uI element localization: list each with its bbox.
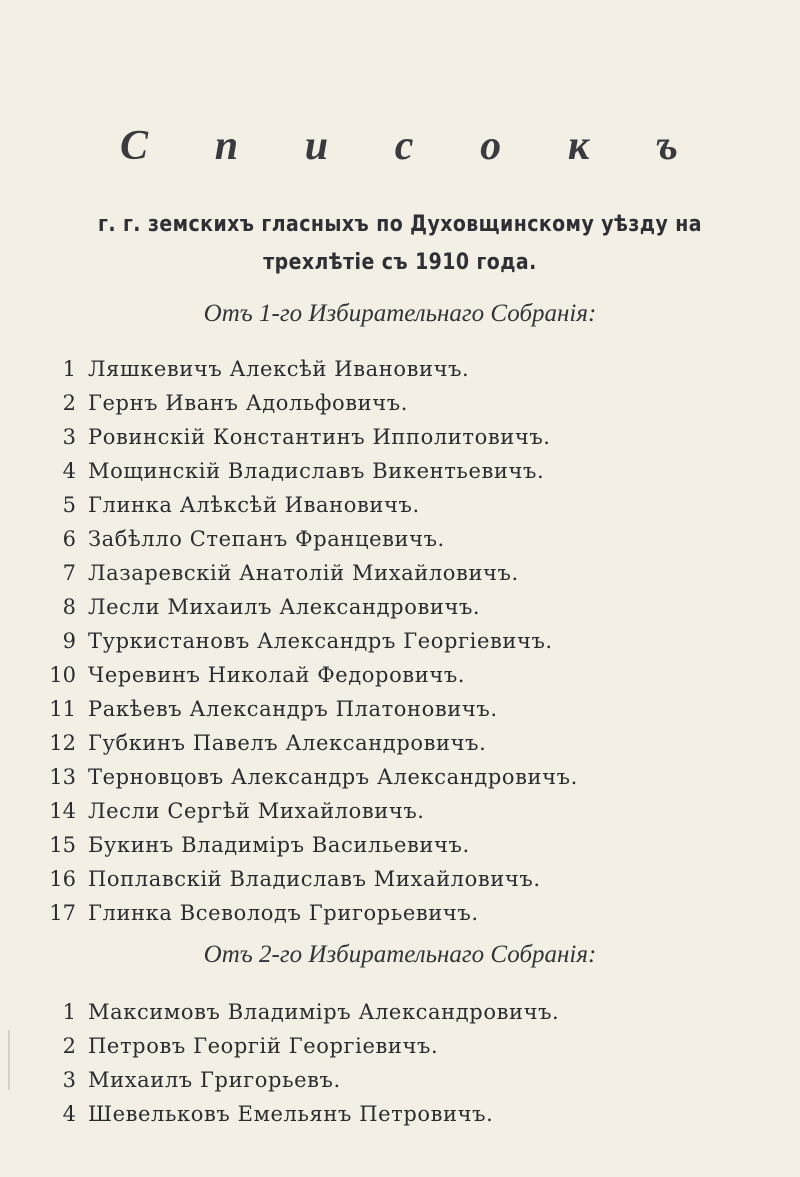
item-number: 14 xyxy=(49,799,76,823)
section-1-heading: Отъ 1-го Избирательнаго Собранія: xyxy=(203,300,597,327)
item-number: 17 xyxy=(49,901,76,925)
item-number: 1 xyxy=(62,1000,76,1024)
item-name: Букинъ Владиміръ Васильевичъ. xyxy=(88,833,470,857)
item-number: 4 xyxy=(62,459,76,483)
list-item xyxy=(0,1097,800,1131)
list-item xyxy=(0,692,800,726)
item-name: Ровинскій Константинъ Ипполитовичъ. xyxy=(88,425,551,449)
item-number: 9 xyxy=(62,629,76,653)
list-item xyxy=(0,896,800,930)
item-number: 2 xyxy=(62,391,76,415)
page-title xyxy=(120,122,680,170)
title-letter: к xyxy=(567,123,592,169)
item-name: Лазаревскій Анатолій Михайловичъ. xyxy=(88,561,519,585)
title-letter: о xyxy=(480,123,504,169)
item-name: Черевинъ Николай Федоровичъ. xyxy=(88,663,466,687)
list-item xyxy=(0,1063,800,1097)
list-item xyxy=(0,488,800,522)
item-number: 10 xyxy=(49,663,76,687)
list-item xyxy=(0,828,800,862)
item-number: 16 xyxy=(49,867,76,891)
item-number: 15 xyxy=(49,833,76,857)
list-item xyxy=(0,522,800,556)
item-number: 12 xyxy=(49,731,76,755)
item-number: 8 xyxy=(62,595,76,619)
title-letter: с xyxy=(394,123,416,169)
item-name: Туркистановъ Александръ Георгіевичъ. xyxy=(88,629,553,653)
list-item xyxy=(0,386,800,420)
subtitle-line-1: г. г. земскихъ гласныхъ по Духовщинскому уѣзду на xyxy=(98,212,702,237)
item-number: 4 xyxy=(62,1102,76,1126)
item-name: Ляшкевичъ Алексѣй Ивановичъ. xyxy=(88,357,470,381)
list-item xyxy=(0,556,800,590)
list-item xyxy=(0,1029,800,1063)
title-letter: п xyxy=(214,123,241,169)
item-name: Михаилъ Григорьевъ. xyxy=(88,1068,341,1092)
list-item xyxy=(0,995,800,1029)
item-name: Забѣлло Степанъ Францевичъ. xyxy=(88,527,445,551)
item-number: 3 xyxy=(62,425,76,449)
item-name: Губкинъ Павелъ Александровичъ. xyxy=(88,731,487,755)
item-name: Терновцовъ Александръ Александровичъ. xyxy=(88,765,578,789)
item-name: Лесли Михаилъ Александровичъ. xyxy=(88,595,481,619)
item-number: 2 xyxy=(62,1034,76,1058)
list-item xyxy=(0,590,800,624)
item-name: Ракѣевъ Александръ Платоновичъ. xyxy=(88,697,498,721)
list-item xyxy=(0,454,800,488)
item-number: 1 xyxy=(62,357,76,381)
list-item xyxy=(0,726,800,760)
list-item xyxy=(0,624,800,658)
list-item xyxy=(0,794,800,828)
title-letter: С xyxy=(120,123,151,169)
list-item xyxy=(0,658,800,692)
list-item xyxy=(0,760,800,794)
item-number: 7 xyxy=(62,561,76,585)
item-name: Шевельковъ Емельянъ Петровичъ. xyxy=(88,1102,494,1126)
title-letter: ъ xyxy=(655,123,680,169)
list-item xyxy=(0,862,800,896)
item-number: 5 xyxy=(62,493,76,517)
item-name: Максимовъ Владиміръ Александровичъ. xyxy=(88,1000,560,1024)
item-number: 3 xyxy=(62,1068,76,1092)
item-name: Гернъ Иванъ Адольфовичъ. xyxy=(88,391,408,415)
item-number: 11 xyxy=(49,697,76,721)
subtitle-line-2: трехлѣтіе съ 1910 года. xyxy=(263,250,537,275)
item-name: Глинка Всеволодъ Григорьевичъ. xyxy=(88,901,479,925)
item-name: Петровъ Георгій Георгіевичъ. xyxy=(88,1034,439,1058)
list-item xyxy=(0,352,800,386)
list-item xyxy=(0,420,800,454)
title-letter: и xyxy=(304,123,331,169)
item-number: 13 xyxy=(49,765,76,789)
item-name: Мощинскій Владиславъ Викентьевичъ. xyxy=(88,459,545,483)
section-2-heading: Отъ 2-го Избирательнаго Собранія: xyxy=(203,941,597,968)
item-name: Глинка Алѣксѣй Ивановичъ. xyxy=(88,493,420,517)
item-name: Лесли Сергѣй Михайловичъ. xyxy=(88,799,425,823)
item-number: 6 xyxy=(62,527,76,551)
item-name: Поплавскій Владиславъ Михайловичъ. xyxy=(88,867,541,891)
